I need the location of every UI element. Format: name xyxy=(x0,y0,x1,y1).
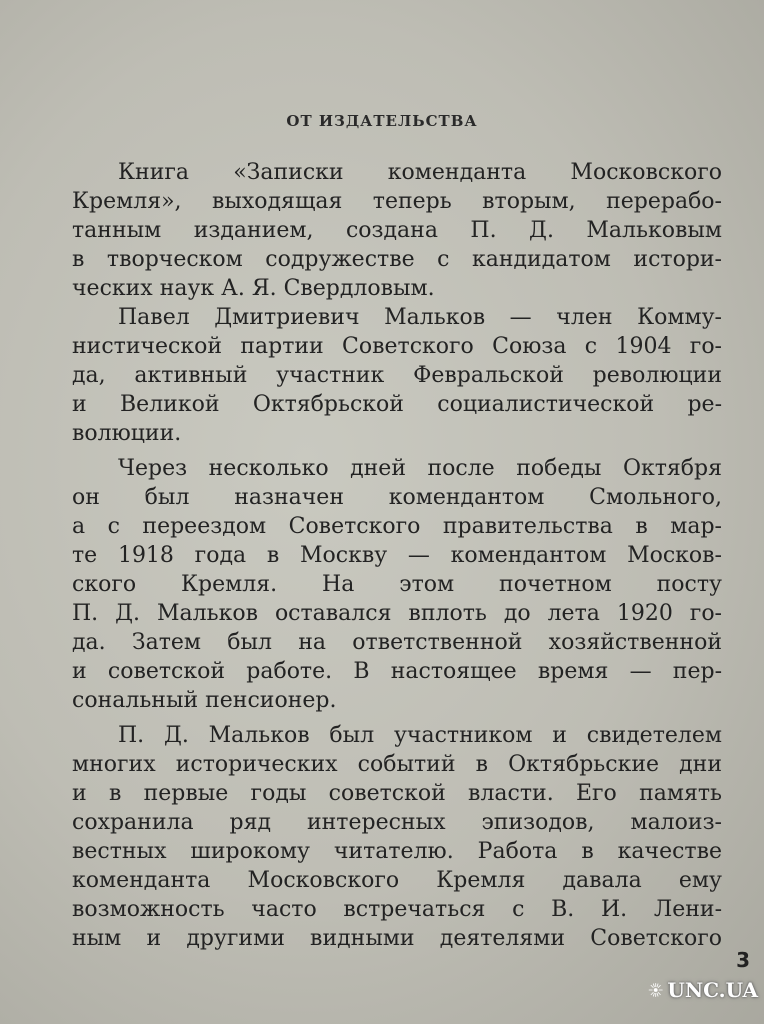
text-line: а с переездом Советского правительства в мар- xyxy=(72,514,722,539)
text-line: он был назначен комендантом Смольного, xyxy=(72,485,722,510)
text-line: и в первые годы советской власти. Его память xyxy=(72,781,722,806)
text-line: Через несколько дней после победы Октября xyxy=(118,456,722,481)
page-number: 3 xyxy=(736,948,750,972)
text-line: и советской работе. В настоящее время — пер- xyxy=(72,659,722,684)
text-line: и Великой Октябрьской социалистической ре- xyxy=(72,392,722,417)
star-burst-logo-icon xyxy=(648,970,663,1010)
section-heading: ОТ ИЗДАТЕЛЬСТВА xyxy=(286,112,478,130)
text-line: в творческом содружестве с кандидатом истори- xyxy=(72,247,722,272)
watermark-text: UNC.UA xyxy=(667,978,758,1002)
text-line: сональный пенсионер. xyxy=(72,688,337,713)
text-line: волюции. xyxy=(72,421,182,446)
text-line: нистической партии Советского Союза с 1904 го- xyxy=(72,334,722,359)
text-line: коменданта Московского Кремля давала ему xyxy=(72,868,722,893)
text-line: Книга «Записки коменданта Московского xyxy=(118,160,722,185)
text-line: П. Д. Мальков был участником и свидетелем xyxy=(118,723,722,748)
body-text xyxy=(72,158,722,953)
text-line: ным и другими видными деятелями Советского xyxy=(72,926,722,951)
text-line: возможность часто встречаться с В. И. Лени- xyxy=(72,897,722,922)
text-line: те 1918 года в Москву — комендантом Москов- xyxy=(72,543,722,568)
text-line: танным изданием, создана П. Д. Мальковым xyxy=(72,218,722,243)
text-line: вестных широкому читателю. Работа в качестве xyxy=(72,839,722,864)
watermark xyxy=(648,962,758,1018)
text-line: да. Затем был на ответственной хозяйственной xyxy=(72,630,722,655)
text-line: сохранила ряд интересных эпизодов, малоиз- xyxy=(72,810,722,835)
text-line: ского Кремля. На этом почетном посту xyxy=(72,572,722,597)
text-line: Кремля», выходящая теперь вторым, перерабо- xyxy=(72,189,722,214)
text-line: ческих наук А. Я. Свердловым. xyxy=(72,276,435,301)
text-line: Павел Дмитриевич Мальков — член Комму- xyxy=(118,305,722,330)
text-line: многих исторических событий в Октябрьские дни xyxy=(72,752,722,777)
text-line: да, активный участник Февральской революции xyxy=(72,363,722,388)
text-line: П. Д. Мальков оставался вплоть до лета 1920 го- xyxy=(72,601,722,626)
